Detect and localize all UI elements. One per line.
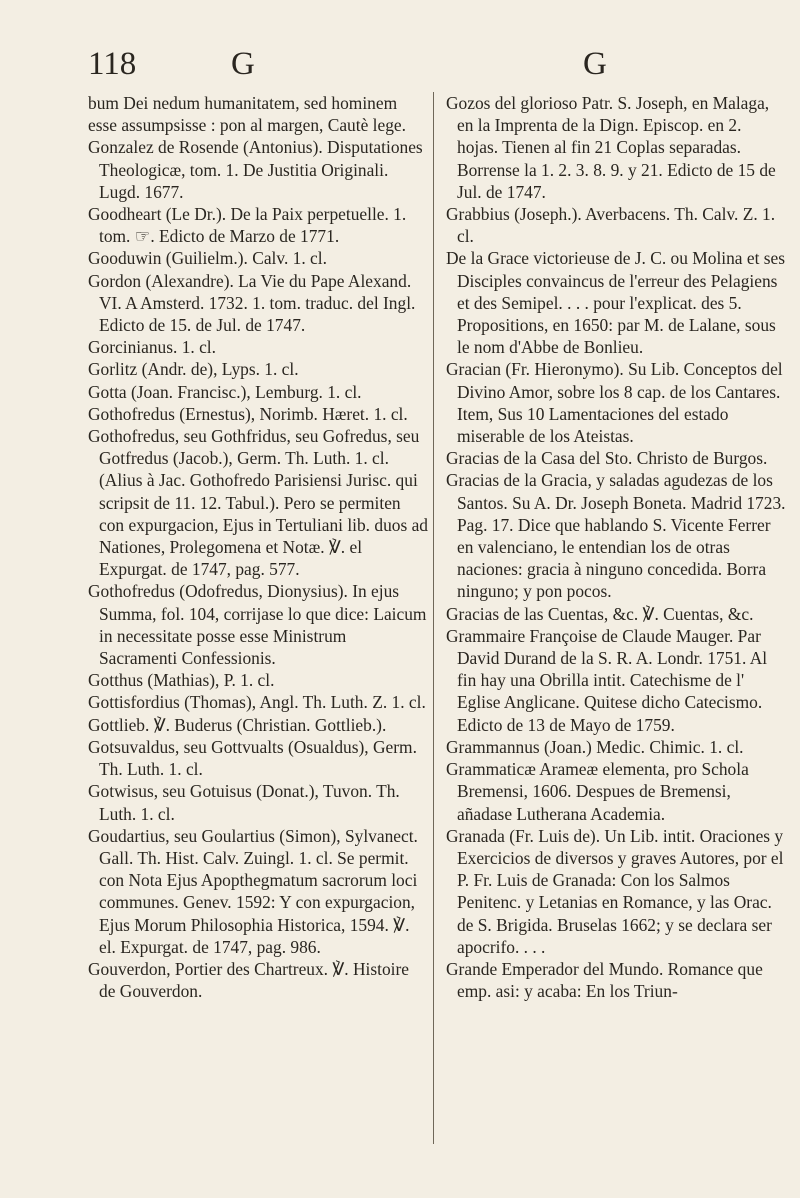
running-header: [0, 40, 800, 88]
entry: Gothofredus (Ernestus), Norimb. Hæret. 1. cl.: [88, 403, 408, 424]
right-column: [446, 92, 786, 1002]
entry: Granada (Fr. Luis de). Un Lib. intit. Oraciones y Exercicios de diversos y graves Autores, por el P. Fr. Luis de Granada: Con los Salmos Penitenc. y Letanias en Romance, y las Orac. de S. Brigida. Bruselas 1662; y se declara ser apocrifo. . . .: [446, 825, 784, 957]
entry: Goodheart (Le Dr.). De la Paix perpetuelle. 1. tom. ☞. Edicto de Marzo de 1771.: [88, 204, 407, 247]
entry: Gothofredus, seu Gothfridus, seu Gofredus, seu Gotfredus (Jacob.), Germ. Th. Luth. 1. cl. (Alius à Jac. Gothofredo Parisiensi Jurisc. qui scripsit de 11. 12. Tabul.). Pero se permiten con expurgacion, Ejus in Tertuliani lib. duos ad Nationes, Prolegomena et Notæ. ℣. el Expurgat. de 1747, pag. 577.: [88, 426, 428, 580]
entry: Grabbius (Joseph.). Averbacens. Th. Calv. Z. 1. cl.: [446, 204, 776, 247]
entry: Gozos del glorioso Patr. S. Joseph, en Malaga, en la Imprenta de la Dign. Episcop. en 2. hojas. Tienen al fin 21 Coplas separadas. Borrense la 1. 2. 3. 8. 9. y 21. Edicto de 15 de Jul. de 1747.: [446, 93, 776, 202]
entry: Gouverdon, Portier des Chartreux. ℣. Histoire de Gouverdon.: [88, 958, 409, 1002]
entry: De la Grace victorieuse de J. C. ou Molina et ses Disciples convaincus de l'erreur des Pelagiens et des Semipel. . . . pour l'explicat. des 5. Propositions, en 1650: par M. de Lalane, sous le nom d'Abbe de Bonlieu.: [446, 248, 786, 358]
entry: Gorlitz (Andr. de), Lyps. 1. cl.: [88, 359, 299, 380]
entry: Gotwisus, seu Gotuisus (Donat.), Tuvon. Th. Luth. 1. cl.: [88, 781, 400, 824]
entry: Grammannus (Joan.) Medic. Chimic. 1. cl.: [446, 736, 744, 757]
page-number: 118: [88, 46, 137, 82]
entry: Gotsuvaldus, seu Gottvualts (Osualdus), Germ. Th. Luth. 1. cl.: [88, 736, 417, 780]
entry: Gorcinianus. 1. cl.: [88, 337, 216, 358]
entry: Grammaire Françoise de Claude Mauger. Par David Durand de la S. R. A. Londr. 1751. Al fin hay una Obrilla intit. Catechisme de l' Eglise Anglicane. Quitese dicho Catecismo. Edicto de 13 de Mayo de 1759.: [446, 625, 768, 735]
entry: Grammaticæ Arameæ elementa, pro Schola Bremensi, 1606. Despues de Bremensi, añadase Lutherana Academia.: [446, 759, 749, 824]
entry: Gordon (Alexandre). La Vie du Pape Alexand. VI. A Amsterd. 1732. 1. tom. traduc. del Ingl. Edicto de 15. de Jul. de 1747.: [88, 270, 416, 336]
entry: Gracias de la Casa del Sto. Christo de Burgos.: [446, 448, 768, 469]
entry: Gracias de las Cuentas, &c. ℣. Cuentas, &c.: [446, 603, 754, 624]
entry: Gothofredus (Odofredus, Dionysius). In ejus Summa, fol. 104, corrijase lo que dice: Laicum in necessitate posse esse Ministrum Sacramenti Confessionis.: [88, 581, 427, 669]
entry: Gracian (Fr. Hieronymo). Su Lib. Conceptos del Divino Amor, sobre los 8 cap. de los Cantares. Item, Sus 10 Lamentaciones del estado miserable de los Ateistas.: [446, 359, 783, 447]
entry: bum Dei nedum humanitatem, sed hominem esse assumpsisse : pon al margen, Cautè lege.: [88, 93, 406, 136]
entry: Gotthus (Mathias), P. 1. cl.: [88, 670, 275, 691]
column-divider: [433, 92, 434, 1144]
entry: Gottisfordius (Thomas), Angl. Th. Luth. Z. 1. cl.: [88, 692, 426, 713]
section-letter-left: G: [231, 46, 255, 82]
entry: Gotta (Joan. Francisc.), Lemburg. 1. cl.: [88, 381, 362, 402]
section-letter-right: G: [583, 46, 607, 82]
entry: Grande Emperador del Mundo. Romance que emp. asi: y acaba: En los Triun-: [446, 958, 763, 1002]
left-column: [88, 92, 428, 1002]
entry: Gottlieb. ℣. Buderus (Christian. Gottlieb.).: [88, 714, 387, 735]
entry: Goudartius, seu Goulartius (Simon), Sylvanect. Gall. Th. Hist. Calv. Zuingl. 1. cl. Se permit. con Nota Ejus Apopthegmatum sacrorum loci communes. Genev. 1592: Y con expurgacion, Ejus Morum Philosophia Historica, 1594. ℣. el. Expurgat. de 1747, pag. 986.: [88, 825, 418, 957]
entry: Gooduwin (Guilielm.). Calv. 1. cl.: [88, 248, 327, 269]
entry: Gracias de la Gracia, y saladas agudezas de los Santos. Su A. Dr. Joseph Boneta. Madrid 1723. Pag. 17. Dice que hablando S. Vicente Ferrer en valenciano, le entendian los de otras naciones: gracia à ninguno concedida. Borra ninguno; y pon pocos.: [446, 470, 786, 602]
entry: Gonzalez de Rosende (Antonius). Disputationes Theologicæ, tom. 1. De Justitia Originali. Lugd. 1677.: [88, 137, 423, 202]
